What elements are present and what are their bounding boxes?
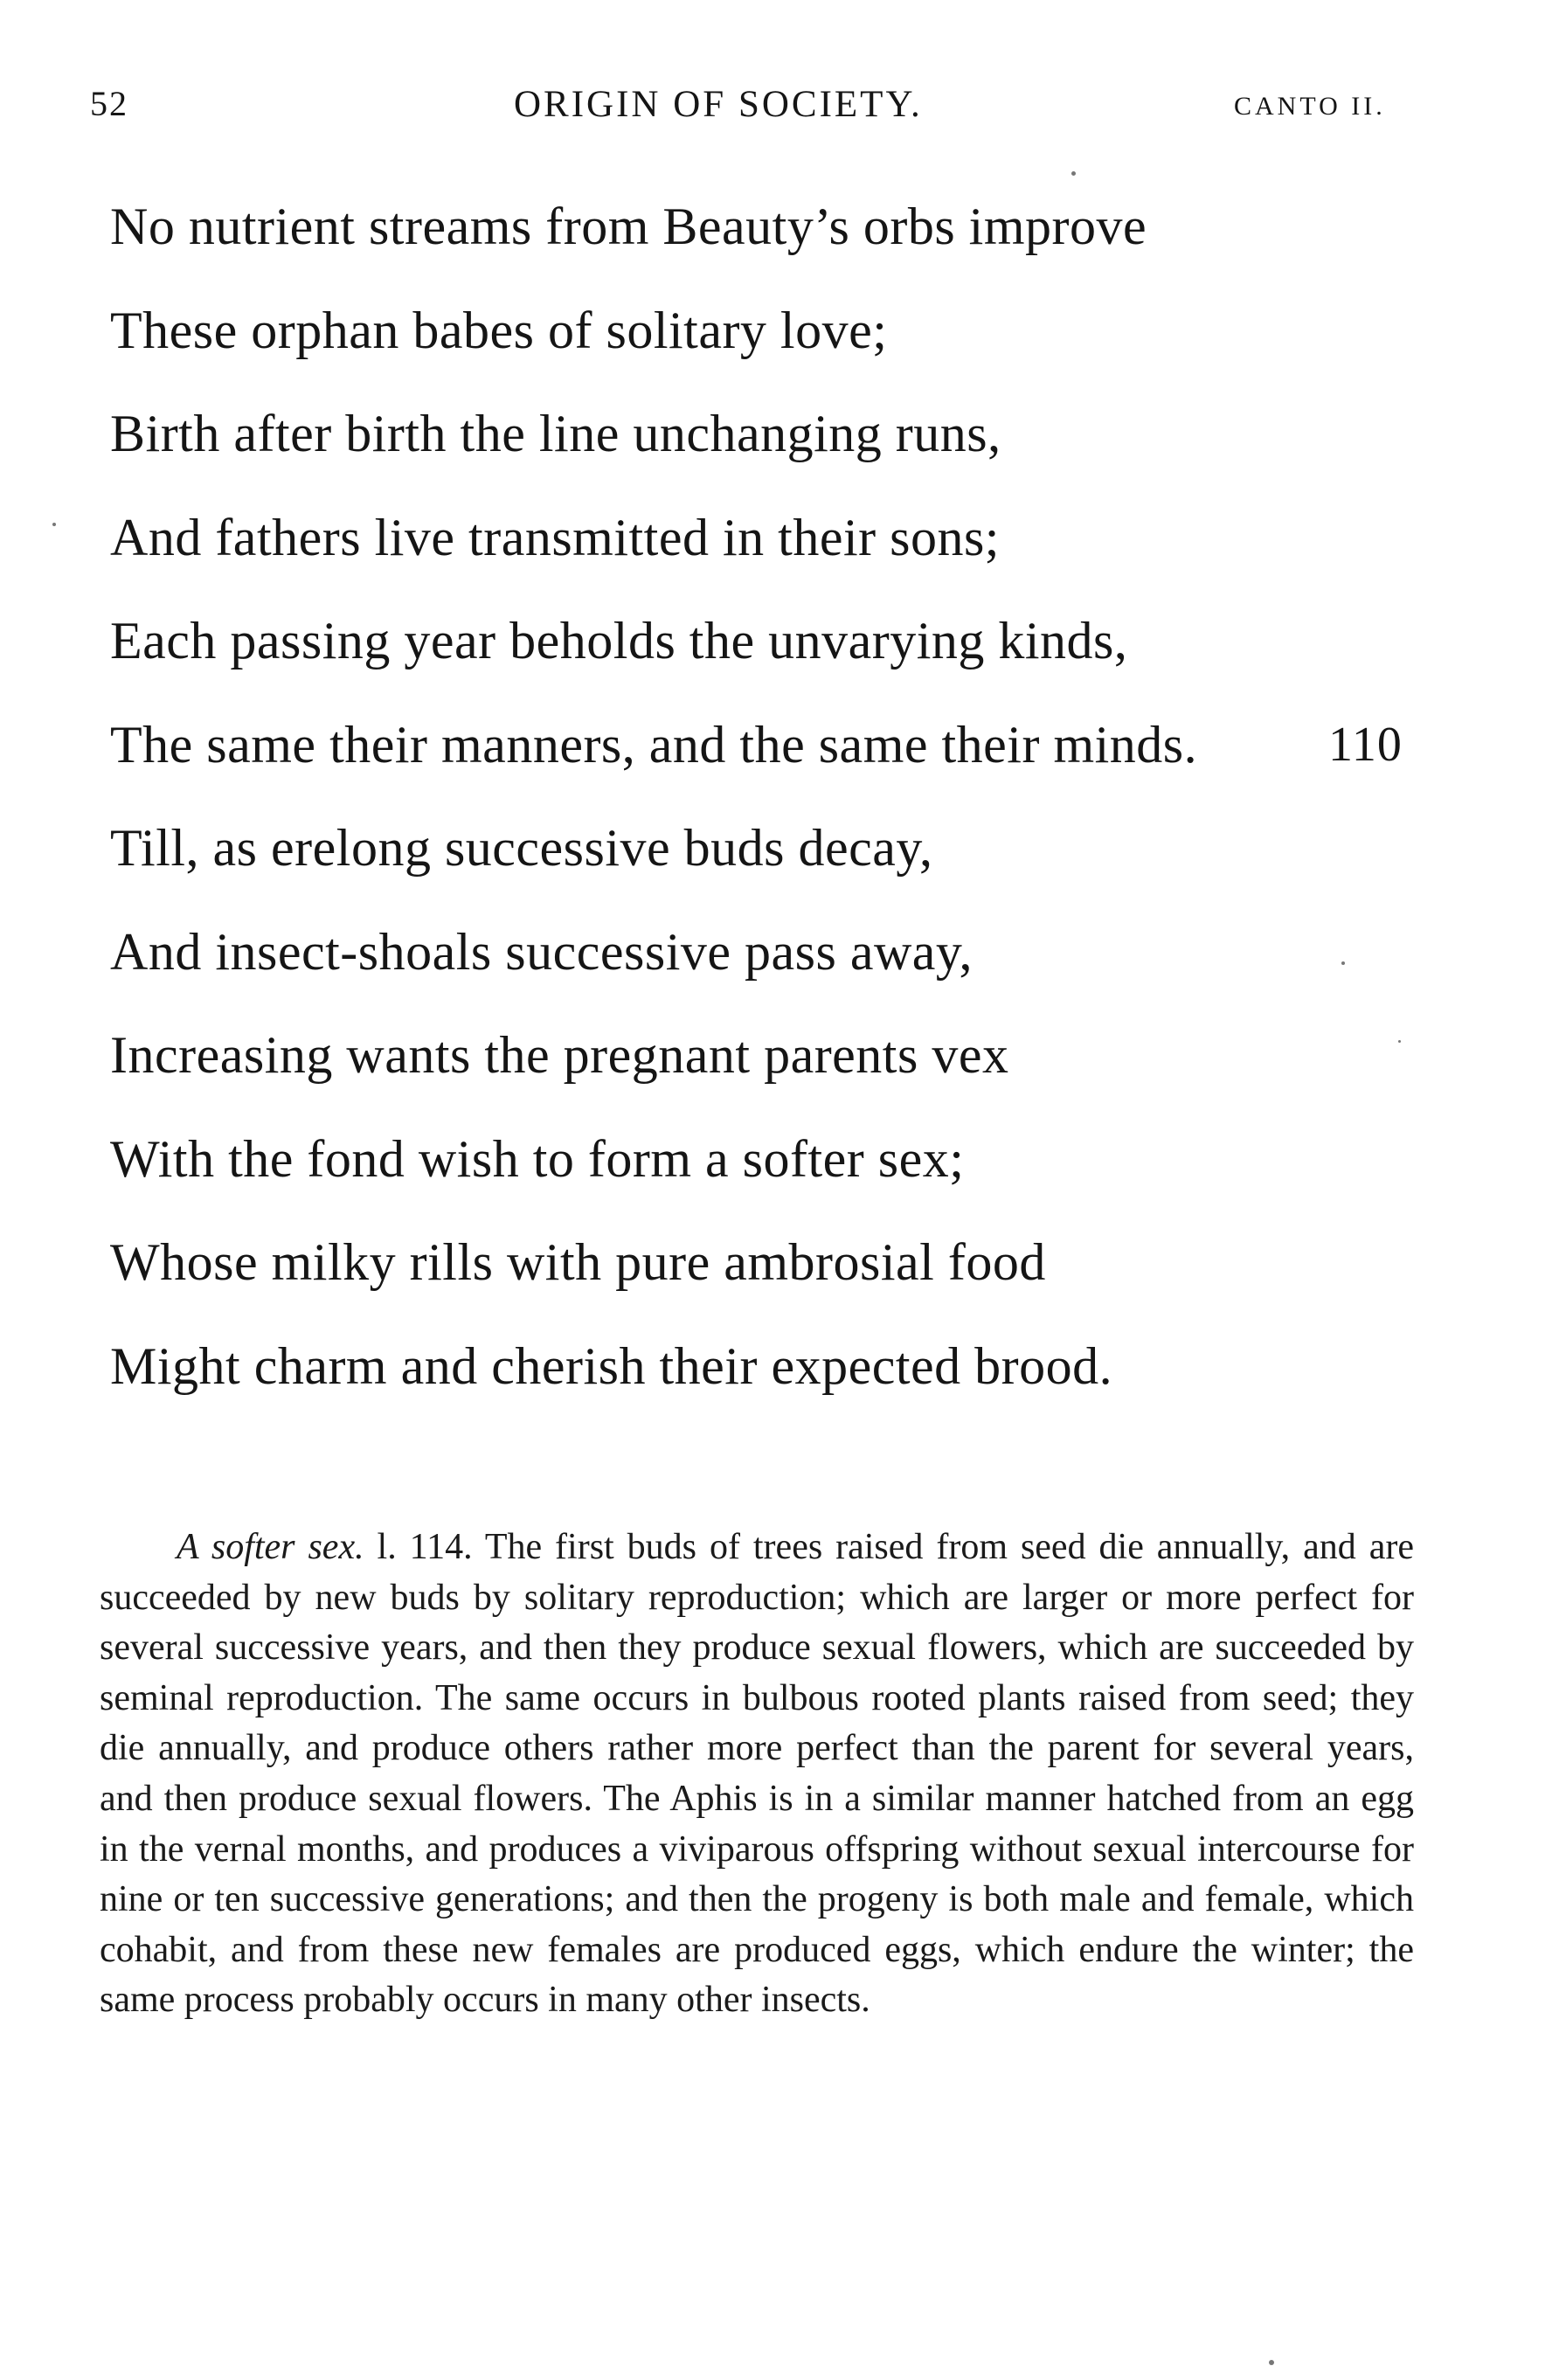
print-speck [52,523,56,526]
verse-text: And insect-shoals successive pass away, [110,922,974,981]
footnote [100,1523,1414,2026]
line-number: 110 [1328,717,1403,772]
verse-line [110,912,1473,1017]
verse-text: With the fond wish to form a softer sex; [110,1129,965,1188]
verse-line [110,1223,1473,1327]
verse-line [110,1120,1473,1224]
poem-stanza [110,187,1473,1430]
footnote-reference: l. 114. [377,1527,473,1567]
running-title: ORIGIN OF SOCIETY. [514,84,923,125]
verse-line [110,1327,1473,1431]
verse-line [110,291,1473,395]
page-number: 52 [90,84,128,123]
verse-text: These orphan babes of solitary love; [110,301,888,359]
verse-line [110,187,1473,291]
verse-line [110,394,1473,498]
print-speck [1071,171,1076,176]
verse-line [110,705,1473,809]
verse-text: Birth after birth the line unchanging runs, [110,405,1001,462]
verse-line [110,1016,1473,1120]
verse-text: Each passing year beholds the unvarying kinds, [110,612,1128,670]
verse-text: Increasing wants the pregnant parents vex [110,1026,1009,1084]
print-speck [1341,961,1345,965]
footnote-text: The first buds of trees raised from seed die annually, and are succeeded by new buds by solitary reproduction; which are larger or more perfect for several successive years, and then they produce sexual flowers, which are succeeded by seminal reproduction. The same occurs in bulbous rooted plants raised from seed; they die annually, and produce others rather more perfect than the parent for several years, and then produce sexual flowers. The Aphis is in a similar manner hatched from an egg in the vernal months, and produces a viviparous offspring without sexual intercourse for nine or ten successive generations; and then the progeny is both male and female, which cohabit, and from these new females are produced eggs, which endure the winter; the same process probably occurs in many other insects. [100,1527,1414,2021]
verse-text: Till, as erelong successive buds decay, [110,819,933,877]
verse-text: No nutrient streams from Beauty’s orbs improve [110,198,1147,255]
print-speck [1398,1040,1401,1043]
verse-line [110,498,1473,602]
verse-text: Might charm and cherish their expected brood. [110,1336,1113,1395]
print-speck [1269,2360,1274,2365]
footnote-label: A softer sex. [177,1527,364,1567]
verse-text: Whose milky rills with pure ambrosial food [110,1233,1046,1291]
verse-line [110,808,1473,912]
canto-label: CANTO II. [1234,92,1386,121]
verse-text: And fathers live transmitted in their sons; [110,508,1000,566]
page-header [0,83,1559,135]
verse-line [110,601,1473,705]
verse-text: The same their manners, and the same their minds. [110,715,1198,774]
